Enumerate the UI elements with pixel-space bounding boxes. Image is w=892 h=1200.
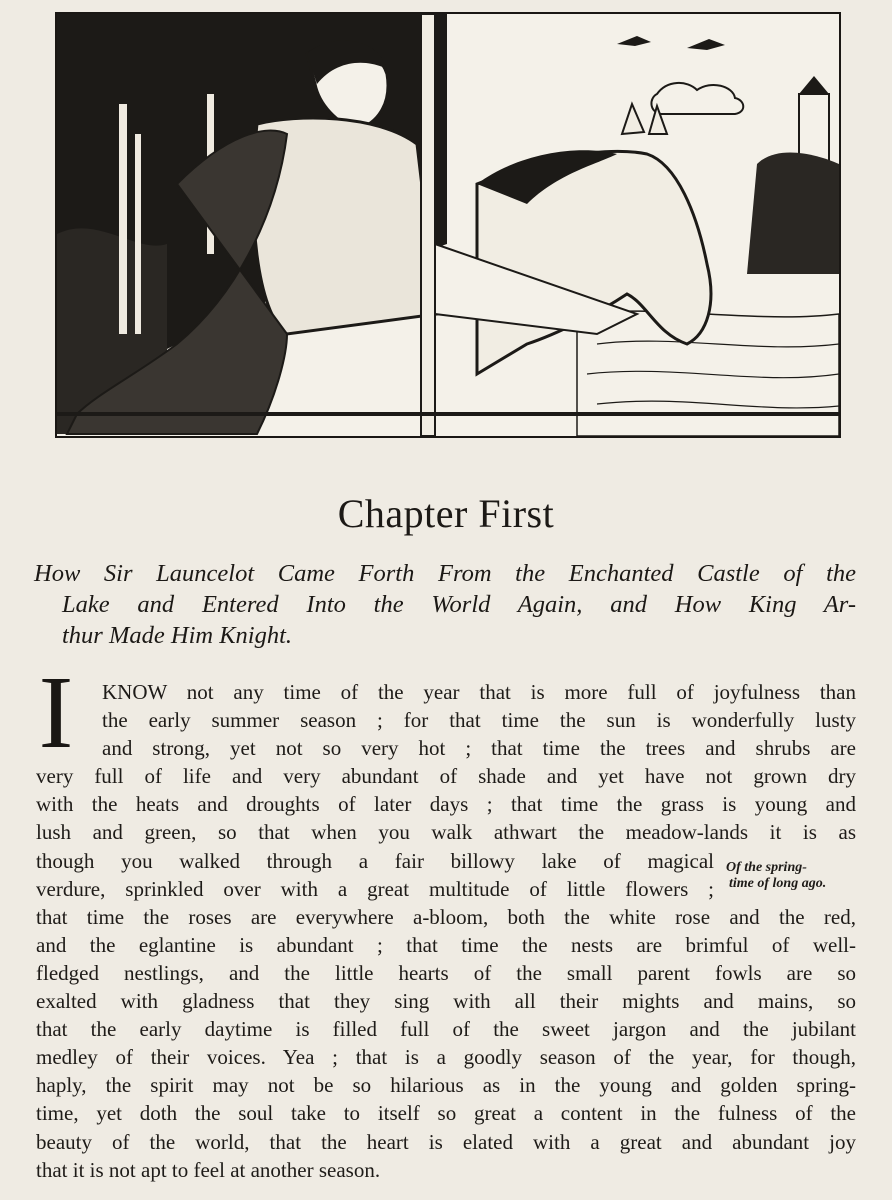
text-line: KNOW not any time of the year that is more full of joyfulness than [102,680,856,704]
margin-note-line: time of long ago. [729,876,827,891]
text-line: haply, the spirit may not be so hilarious as in the young and golden spring- [36,1073,856,1098]
body-text [36,678,856,1184]
text-line: and the eglantine is abundant ; that time the nests are brimful of well- [36,932,856,957]
text-line: that it is not apt to feel at another season. [36,1157,381,1182]
text-line: that time the roses are everywhere a-bloom, both the white rose and the red, [36,904,856,929]
text-line: time, yet doth the soul take to itself so great a content in the fulness of the [36,1101,856,1126]
text-line: verdure, sprinkled over with a great multitude of little flowers ; [36,876,714,901]
subtitle-line: Lake and Entered Into the World Again, and How King Ar- [62,591,856,618]
text-line: beauty of the world, that the heart is elated with a great and abundant joy [36,1129,856,1154]
text-line: that the early daytime is filled full of the sweet jargon and the jubilant [36,1017,856,1042]
text-line: very full of life and very abundant of shade and yet have not grown dry [36,764,856,789]
chapter-title: Chapter First [337,491,555,536]
drop-cap: I [38,655,74,770]
text-line: with the heats and droughts of later days ; that time the grass is young and [36,792,856,817]
text-line: the early summer season ; for that time the sun is wonderfully lusty [102,708,856,733]
subtitle-line: thur Made Him Knight. [62,622,293,649]
text-line: fledged nestlings, and the little hearts of the small parent fowls are so [36,960,856,985]
text-line: lush and green, so that when you walk athwart the meadow-lands it is as [36,820,856,845]
knight-on-horseback-illustration [57,14,839,436]
text-line: though you walked through a fair billowy lake of magical [36,848,714,873]
text-line: and strong, yet not so very hot ; that time the trees and shrubs are [102,736,856,761]
chapter-subtitle [34,558,856,651]
chapter-illustration [55,12,841,438]
subtitle-line: How Sir Launcelot Came Forth From the Enchanted Castle of the [34,560,856,587]
text-line: exalted with gladness that they sing with all their mights and mains, so [36,989,856,1014]
margin-note-line: Of the spring- [726,860,807,875]
text-line: medley of their voices. Yea ; that is a goodly season of the year, for though, [36,1045,856,1070]
